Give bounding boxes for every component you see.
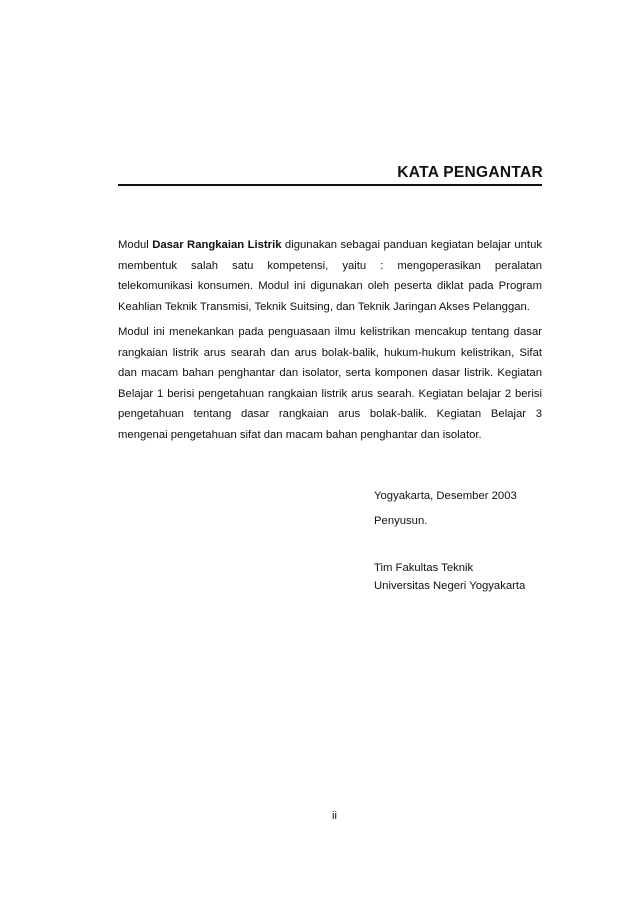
page-title: KATA PENGANTAR xyxy=(397,164,543,181)
signature-institution: Universitas Negeri Yogyakarta xyxy=(374,580,526,592)
signature-team: Tim Fakultas Teknik xyxy=(374,562,474,574)
title-underline xyxy=(118,184,542,186)
module-name-bold: Dasar Rangkaian Listrik xyxy=(152,239,282,251)
paragraph-1-suffix: digunakan sebagai panduan kegiatan belajar untuk membentuk salah satu kompetensi, yaitu : mengoperasikan peralatan telekomunikasi konsumen. Modul ini digunakan oleh peserta diklat pada Program Keahlian Teknik Transmisi, Teknik Suitsing, dan Teknik Jaringan Akses Pelanggan. xyxy=(118,239,542,313)
body-text xyxy=(118,235,542,450)
paragraph-1-prefix: Modul xyxy=(118,239,153,251)
paragraph-1 xyxy=(118,235,542,317)
signature-block xyxy=(374,559,525,595)
paragraph-2: Modul ini menekankan pada penguasaan ilmu kelistrikan mencakup tentang dasar rangkaian listrik arus searah dan arus bolak-balik, hukum-hukum kelistrikan, Sifat dan macam bahan penghantar dan isolator, serta komponen dasar listrik. Kegiatan Belajar 1 berisi pengetahuan rangkaian listrik arus searah. Kegiatan belajar 2 berisi pengetahuan tentang dasar rangkaian arus bolak-balik. Kegiatan Belajar 3 mengenai pengetahuan sifat dan macam bahan penghantar dan isolator. xyxy=(118,326,542,441)
page-number: ii xyxy=(332,810,337,822)
signature-place-date: Yogyakarta, Desember 2003 xyxy=(374,490,517,502)
signature-role: Penyusun. xyxy=(374,515,428,527)
